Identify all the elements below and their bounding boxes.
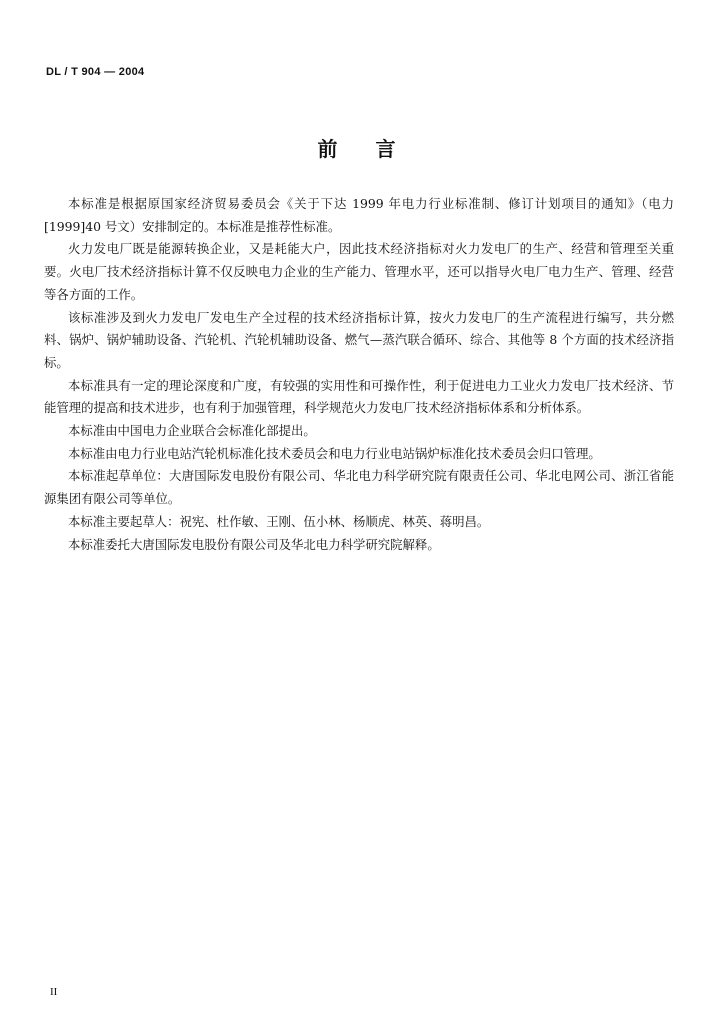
paragraph: 本标准主要起草人：祝宪、杜作敏、王刚、伍小林、杨顺虎、林英、蒋明昌。 (68, 513, 490, 529)
paragraph: 本标准由中国电力企业联合会标准化部提出。 (68, 423, 316, 439)
paragraph: 本标准委托大唐国际发电股份有限公司及华北电力科学研究院解释。 (68, 536, 440, 552)
page-title: 前言 (317, 137, 434, 161)
paragraph: 该标准涉及到火力发电厂发电生产全过程的技术经济指标计算，按火力发电厂的生产流程进行编写，共分燃料、锅炉、锅炉辅助设备、汽轮机、汽轮机辅助设备、燃气—蒸汽联合循环、综合、其他等 8 个方面的技术经济指标。 (44, 309, 674, 370)
paragraph: 火力发电厂既是能源转换企业，又是耗能大户，因此技术经济指标对火力发电厂的生产、经营和管理至关重要。火电厂技术经济指标计算不仅反映电力企业的生产能力、管理水平，还可以指导火电厂电力生产、管理、经营等各方面的工作。 (44, 241, 674, 302)
standard-code: DL / T 904 — 2004 (46, 66, 145, 78)
paragraph: 本标准具有一定的理论深度和广度，有较强的实用性和可操作性，利于促进电力工业火力发电厂技术经济、节能管理的提高和技术进步，也有利于加强管理，科学规范火力发电厂技术经济指标体系和分析体系。 (44, 377, 674, 416)
paragraph: 本标准起草单位：大唐国际发电股份有限公司、华北电力科学研究院有限责任公司、华北电网公司、浙江省能源集团有限公司等单位。 (44, 468, 674, 507)
paragraph: 本标准是根据原国家经济贸易委员会《关于下达 1999 年电力行业标准制、修订计划项目的通知》（电力[1999]40 号文）安排制定的。本标准是推荐性标准。 (44, 196, 674, 234)
page-number: II (50, 986, 58, 998)
paragraph: 本标准由电力行业电站汽轮机标准化技术委员会和电力行业电站锅炉标准化技术委员会归口管理。 (68, 445, 601, 461)
foreword-body (44, 193, 674, 556)
